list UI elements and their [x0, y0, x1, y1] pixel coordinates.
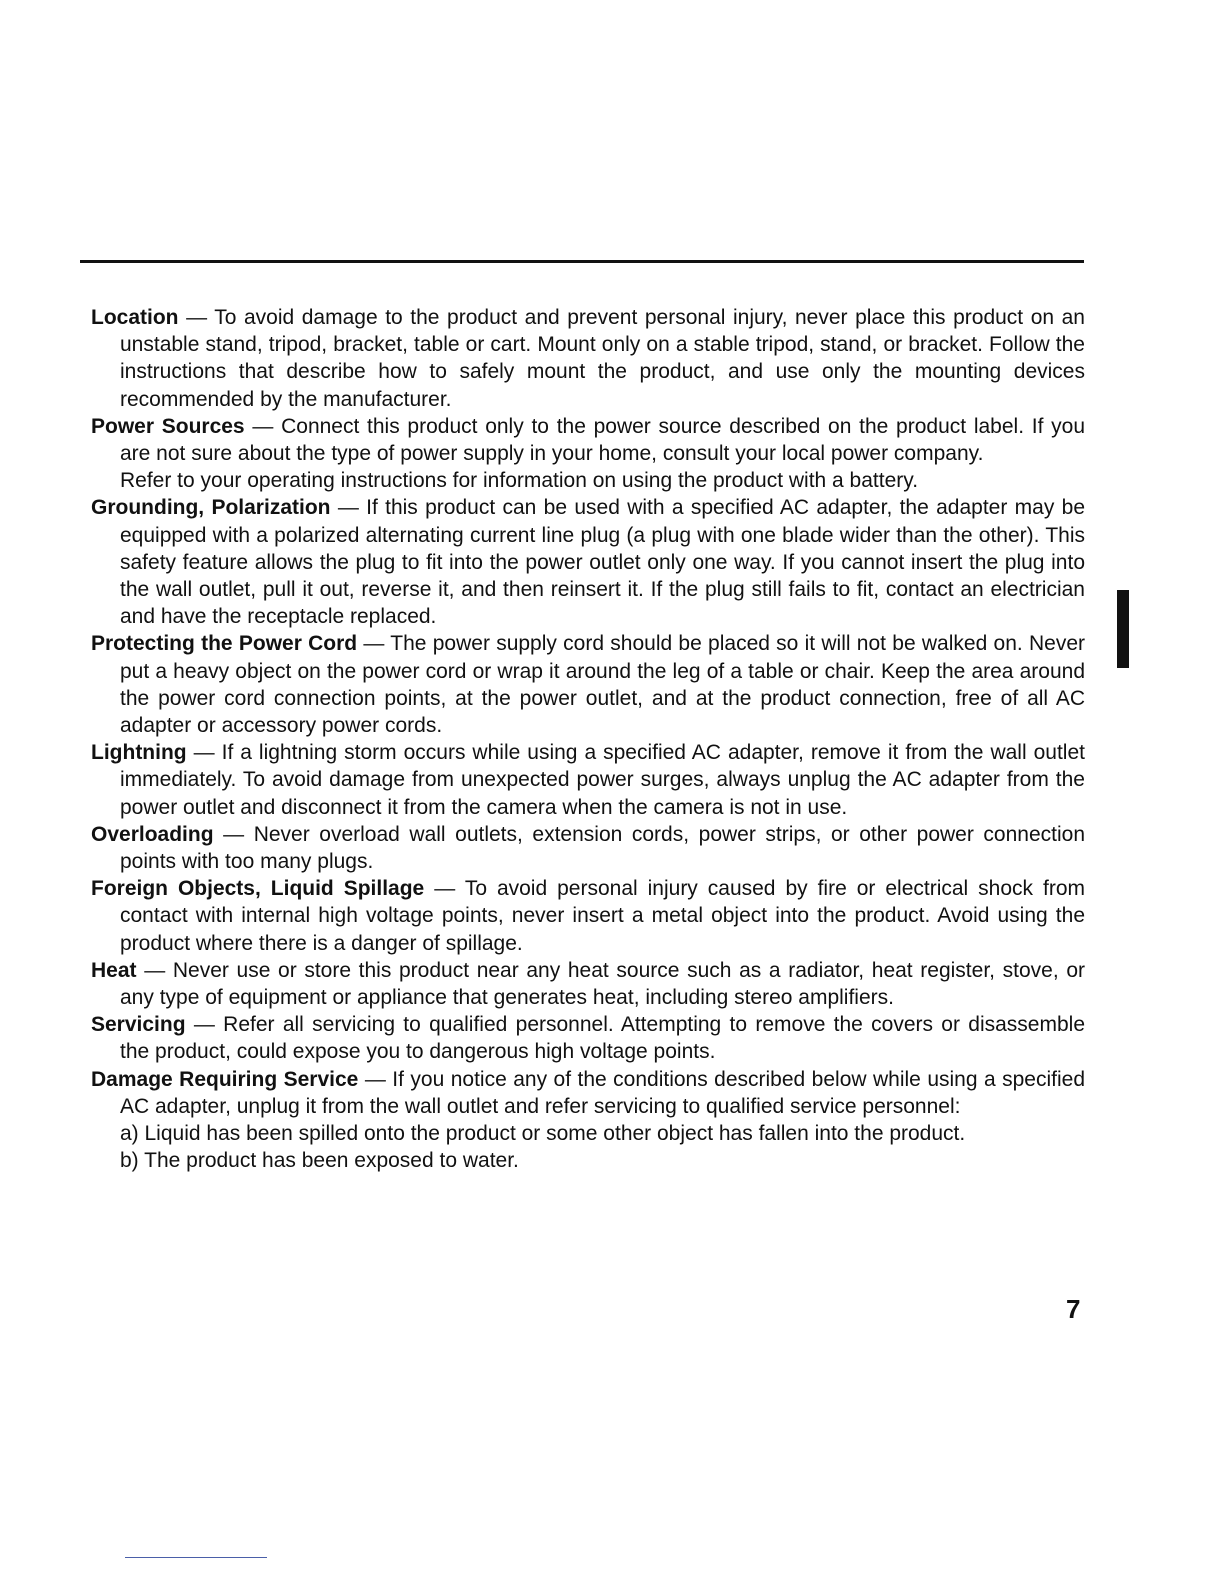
em-dash: — [252, 414, 274, 438]
entry-term: Heat [91, 958, 137, 982]
entry-power-sources [91, 413, 1085, 495]
entry-text: Refer all servicing to qualified personnel. Attempting to remove the covers or disassemble the product, could expose you to dangerous high voltage points. [120, 1013, 1086, 1064]
em-dash: — [186, 306, 208, 329]
entry-term: Overloading [91, 822, 214, 846]
entry-term: Foreign Objects, Liquid Spillage [91, 877, 425, 901]
em-dash: — [193, 1013, 215, 1037]
entry-text: If a lightning storm occurs while using a specified AC adapter, remove it from the wall outlet immediately. To avoid damage from unexpected power surges, always unplug the AC adapter from the power outlet and disconnect it from the camera when the camera is not in use. [120, 741, 1085, 819]
list-item: a) Liquid has been spilled onto the product or some other object has fallen into the product. [120, 1122, 966, 1146]
em-dash: — [337, 496, 359, 520]
top-rule [80, 260, 1084, 263]
safety-instructions [91, 304, 1085, 1175]
entry-text: The power supply cord should be placed so it will not be walked on. Never put a heavy object on the power cord or wrap it around the leg of a table or chair. Keep the area around the power cord connection points, at the power outlet, and at the product connection, free of all AC adapter or accessory power cords. [120, 632, 1085, 738]
page-number: 7 [1066, 1294, 1081, 1324]
entry-text: To avoid damage to the product and prevent personal injury, never place this product on an unstable stand, tripod, bracket, table or cart. Mount only on a stable tripod, stand, or bracket. Follow the instructions that describe how to safely mount the product, and use only the mounting devices recommended by the manufacturer. [120, 306, 1085, 411]
entry-text: Connect this product only to the power source described on the product label. If you are not sure about the type of power supply in your home, consult your local power company. [120, 414, 1085, 466]
entry-heat [91, 957, 1085, 1011]
entry-text: If this product can be used with a specified AC adapter, the adapter may be equipped with a polarized alternating current line plug (a plug with one blade wider than the other). This safety feature allows the plug to fit into the power outlet only one way. If you cannot insert the plug into the wall outlet, pull it out, reverse it, and then reinsert it. If the plug still fails to fit, contact an electrician and have the receptacle replaced. [120, 496, 1085, 629]
entry-term: Power Sources [91, 414, 245, 438]
em-dash: — [363, 632, 385, 656]
entry-text: Never overload wall outlets, extension cords, power strips, or other power connection points with too many plugs. [120, 822, 1085, 874]
entry-term: Location [91, 306, 179, 329]
bottom-rule [125, 1557, 267, 1558]
entry-extra-text: Refer to your operating instructions for information on using the product with a battery. [120, 469, 919, 493]
entry-term: Grounding, Polarization [91, 496, 331, 520]
em-dash: — [223, 822, 245, 846]
entry-lightning [91, 739, 1085, 821]
entry-overloading [91, 821, 1085, 875]
entry-protecting-power-cord [91, 630, 1085, 739]
entry-grounding-polarization [91, 494, 1085, 630]
em-dash: — [364, 1067, 386, 1091]
entry-text: To avoid personal injury caused by fire or electrical shock from contact with internal high voltage points, never insert a metal object into the product. Avoid using the product where there is a danger of spillage. [120, 877, 1085, 955]
entry-damage-requiring-service [91, 1066, 1085, 1175]
em-dash: — [144, 958, 166, 982]
section-tab-marker [1117, 590, 1129, 668]
entry-foreign-objects [91, 875, 1085, 957]
em-dash: — [434, 877, 456, 901]
list-item: b) The product has been exposed to water. [120, 1149, 519, 1173]
entry-term: Protecting the Power Cord [91, 632, 358, 656]
em-dash: — [193, 741, 215, 765]
entry-location [91, 304, 1085, 413]
entry-text: If you notice any of the conditions described below while using a specified AC adapter, unplug it from the wall outlet and refer servicing to qualified service personnel: [120, 1067, 1085, 1118]
entry-term: Damage Requiring Service [91, 1067, 359, 1091]
entry-term: Servicing [91, 1013, 186, 1037]
entry-term: Lightning [91, 741, 187, 765]
entry-text: Never use or store this product near any heat source such as a radiator, heat register, stove, or any type of equipment or appliance that generates heat, including stereo amplifiers. [120, 958, 1085, 1010]
entry-servicing [91, 1011, 1085, 1065]
